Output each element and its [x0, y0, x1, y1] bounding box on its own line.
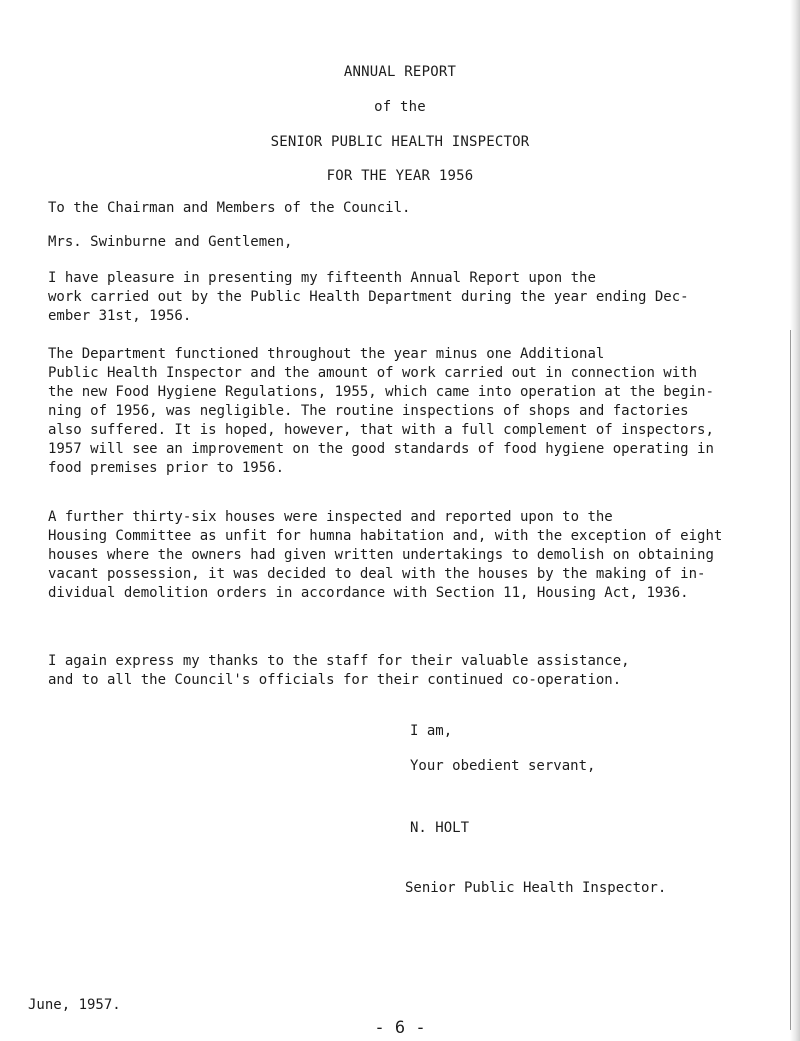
paragraph-4: I again express my thanks to the staff for their valuable assistance, and to all the Council's officials for their continued co-operation. [48, 653, 630, 688]
signatory-name: N. HOLT [410, 820, 470, 836]
paragraph-2: The Department functioned throughout the year minus one Additional Public Health Inspector and the amount of work carried out in connection with the new Food Hygiene Regulations, 1955, which came into operation at the begin- ning of 1956, was negligible. The routine inspections of shops and factories also suffered. It is hoped, however, that with a full complement of inspectors, 1957 will see an improvement on the good standards of food hygiene operating in food premises prior to 1956. [48, 346, 714, 476]
report-title: ANNUAL REPORT [343, 64, 457, 80]
closing-i-am: I am, [410, 723, 453, 739]
addressee: To the Chairman and Members of the Council. [48, 200, 411, 216]
report-date: June, 1957. [28, 997, 121, 1013]
signatory-title: Senior Public Health Inspector. [405, 880, 667, 896]
greeting: Mrs. Swinburne and Gentlemen, [48, 234, 293, 250]
paragraph-3: A further thirty-six houses were inspected and reported upon to the Housing Committee as unfit for humna habitation and, with the exception of eight houses where the owners had given written undertakings to demolish on obtaining vacant possession, it was decided to deal with the houses by the making of in- dividual demolition orders in accordance with Section 11, Housing Act, 1936. [48, 509, 723, 601]
page-edge-shadow [790, 0, 800, 1041]
page-edge-line [790, 330, 791, 1030]
closing-servant: Your obedient servant, [410, 758, 596, 774]
paragraph-1: I have pleasure in presenting my fifteenth Annual Report upon the work carried out by the Public Health Department during the year ending Dec- ember 31st, 1956. [48, 270, 689, 324]
report-role: SENIOR PUBLIC HEALTH INSPECTOR [270, 134, 530, 150]
report-subtitle-of: of the [374, 99, 426, 115]
report-year: FOR THE YEAR 1956 [326, 168, 474, 184]
page-number: - 6 - [374, 1018, 426, 1038]
